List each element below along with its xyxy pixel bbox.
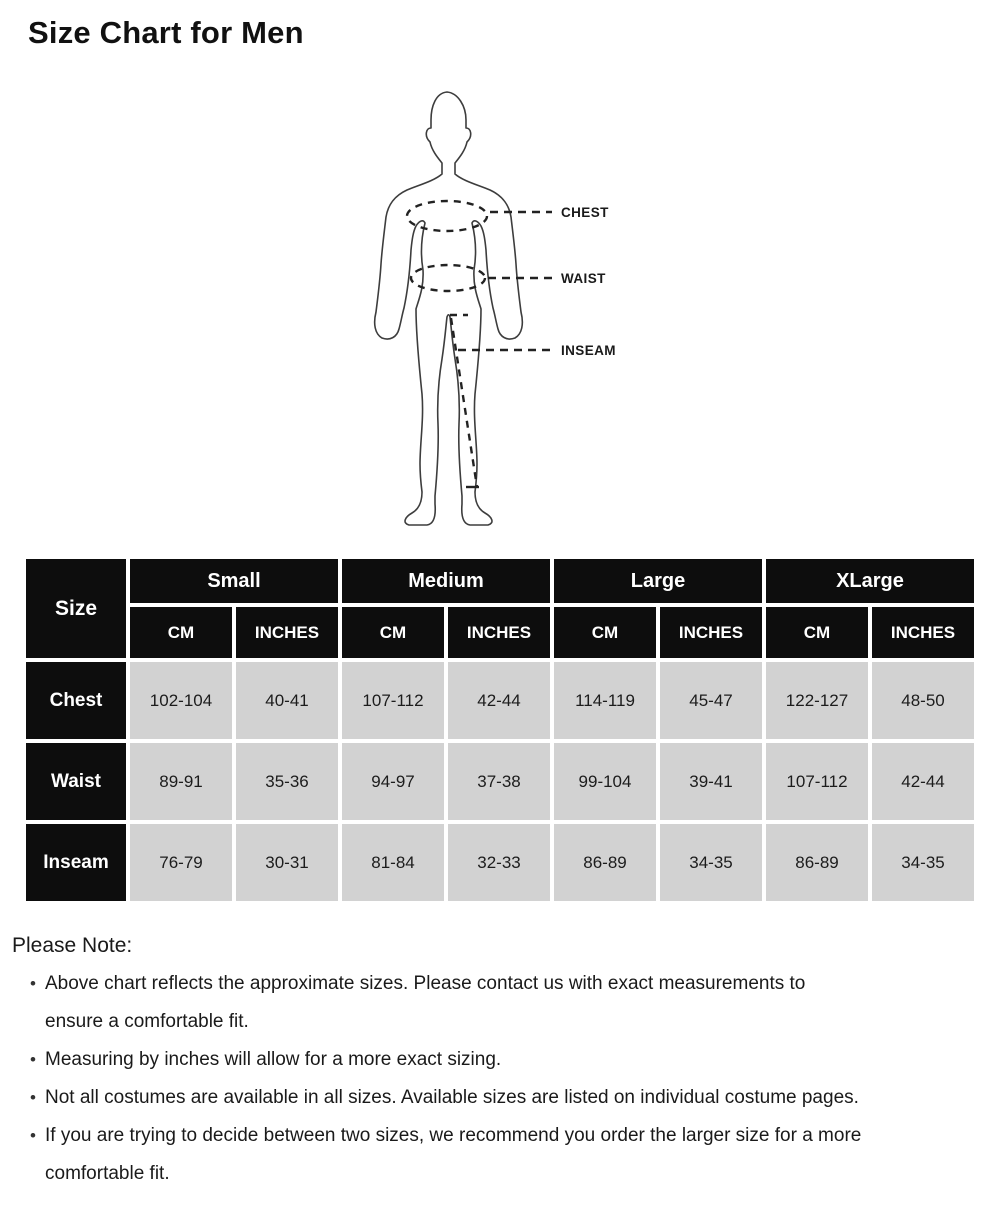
- body-outline: [375, 92, 523, 525]
- note-line: comfortable fit.: [45, 1163, 170, 1184]
- unit-header-inches: INCHES: [872, 607, 974, 658]
- note-item: [30, 1041, 992, 1079]
- value-cell: 86-89: [554, 824, 656, 901]
- table-row-inseam: [26, 824, 974, 901]
- unit-header-inches: INCHES: [236, 607, 338, 658]
- note-line: • If you are trying to decide between two sizes, we recommend you order the larger size for a more: [45, 1125, 862, 1146]
- notes-list: [12, 965, 992, 1193]
- value-cell: 42-44: [448, 662, 550, 739]
- notes-section: [12, 927, 992, 1193]
- unit-header-inches: INCHES: [660, 607, 762, 658]
- value-cell: 89-91: [130, 743, 232, 820]
- value-cell: 76-79: [130, 824, 232, 901]
- note-item: [30, 965, 992, 1041]
- value-cell: 34-35: [660, 824, 762, 901]
- size-group-header-xlarge: XLarge: [766, 559, 974, 603]
- note-item: [30, 1117, 992, 1193]
- measurement-diagram: [0, 84, 1000, 544]
- value-cell: 86-89: [766, 824, 868, 901]
- size-group-header-small: Small: [130, 559, 338, 603]
- value-cell: 45-47: [660, 662, 762, 739]
- value-cell: 94-97: [342, 743, 444, 820]
- value-cell: 81-84: [342, 824, 444, 901]
- value-cell: 48-50: [872, 662, 974, 739]
- unit-header-cm: CM: [342, 607, 444, 658]
- value-cell: 122-127: [766, 662, 868, 739]
- inseam-label: INSEAM: [561, 343, 616, 358]
- value-cell: 39-41: [660, 743, 762, 820]
- unit-header-cm: CM: [766, 607, 868, 658]
- size-group-header-large: Large: [554, 559, 762, 603]
- value-cell: 40-41: [236, 662, 338, 739]
- value-cell: 37-38: [448, 743, 550, 820]
- row-label-chest: Chest: [26, 662, 126, 739]
- value-cell: 42-44: [872, 743, 974, 820]
- value-cell: 35-36: [236, 743, 338, 820]
- table-row-waist: [26, 743, 974, 820]
- unit-header-cm: CM: [130, 607, 232, 658]
- unit-header-row: [26, 607, 974, 658]
- size-corner-header: Size: [26, 559, 126, 658]
- row-label-waist: Waist: [26, 743, 126, 820]
- waist-label: WAIST: [561, 271, 606, 286]
- notes-heading: Please Note:: [12, 934, 133, 957]
- page-title: Size Chart for Men: [28, 15, 304, 50]
- size-group-header-medium: Medium: [342, 559, 550, 603]
- note-line: • Measuring by inches will allow for a more exact sizing.: [45, 1049, 502, 1070]
- value-cell: 99-104: [554, 743, 656, 820]
- value-cell: 34-35: [872, 824, 974, 901]
- chest-label: CHEST: [561, 205, 609, 220]
- value-cell: 107-112: [766, 743, 868, 820]
- value-cell: 114-119: [554, 662, 656, 739]
- table-row-chest: [26, 662, 974, 739]
- unit-header-cm: CM: [554, 607, 656, 658]
- value-cell: 107-112: [342, 662, 444, 739]
- note-line: ensure a comfortable fit.: [45, 1011, 249, 1032]
- body-figure-illustration: [0, 84, 1000, 544]
- row-label-inseam: Inseam: [26, 824, 126, 901]
- note-line: • Above chart reflects the approximate sizes. Please contact us with exact measurements to: [45, 973, 806, 994]
- note-item: [30, 1079, 992, 1117]
- size-group-header-row: [26, 559, 974, 603]
- unit-header-inches: INCHES: [448, 607, 550, 658]
- value-cell: 30-31: [236, 824, 338, 901]
- size-chart-table: [22, 555, 978, 905]
- value-cell: 32-33: [448, 824, 550, 901]
- value-cell: 102-104: [130, 662, 232, 739]
- note-line: • Not all costumes are available in all sizes. Available sizes are listed on individual costume pages.: [45, 1087, 859, 1108]
